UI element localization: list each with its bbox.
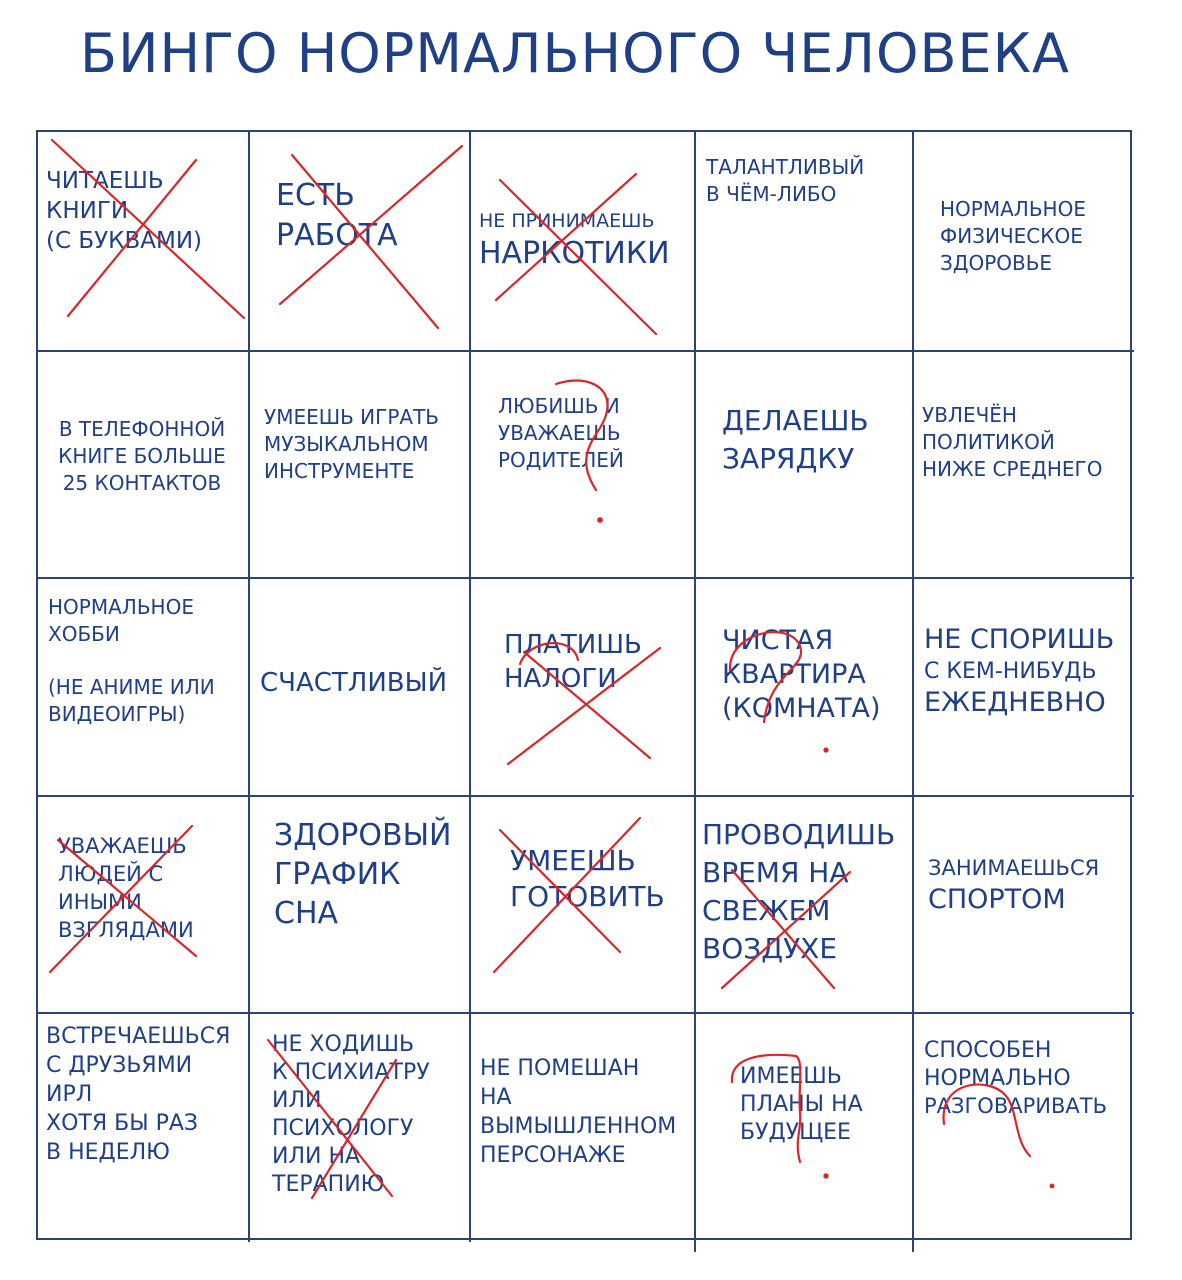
cell-text: НА <box>480 1085 512 1110</box>
cell-text: КНИГИ <box>46 198 129 224</box>
cell-text: ХОТЯ БЫ РАЗ <box>46 1111 199 1136</box>
cell-text: ПЛАТИШЬ <box>504 630 642 660</box>
cell-text: ИЛИ НА <box>272 1144 361 1169</box>
page-title: БИНГО НОРМАЛЬНОГО ЧЕЛОВЕКА <box>80 22 1070 85</box>
cell-text: ЛЮДЕЙ С <box>58 862 164 886</box>
cell-text: УВАЖАЕШЬ <box>498 421 621 445</box>
grid-line <box>469 130 471 1242</box>
cell-text: ГРАФИК <box>274 857 401 892</box>
cell-text: РАБОТА <box>276 218 398 253</box>
cell-text: ЧИТАЕШЬ <box>46 168 164 194</box>
cell-text: ЗДОРОВЫЙ <box>274 818 452 853</box>
grid-line <box>36 795 1134 797</box>
cell-text: СЧАСТЛИВЫЙ <box>260 668 448 698</box>
cell-text: НАЛОГИ <box>504 664 617 694</box>
cell-text: НАРКОТИКИ <box>479 236 670 271</box>
cell-text: НОРМАЛЬНОЕ <box>48 595 194 619</box>
cell-text: В ЧЁМ-ЛИБО <box>706 182 837 206</box>
cell-text: КНИГЕ БОЛЬШЕ <box>58 444 226 468</box>
cell-text: С ДРУЗЬЯМИ <box>46 1053 193 1078</box>
cell-text: ИМЕЕШЬ <box>740 1064 842 1089</box>
grid-line <box>248 130 250 1242</box>
cell-text: ЗДОРОВЬЕ <box>940 251 1053 275</box>
cell-text: ВИДЕОИГРЫ) <box>48 702 186 726</box>
cell-text: (КОМНАТА) <box>722 693 881 724</box>
cell-text: ВЫМЫШЛЕННОМ <box>480 1114 677 1139</box>
cell-text: ПРОВОДИШЬ <box>702 818 896 851</box>
cell-text: В НЕДЕЛЮ <box>46 1140 170 1165</box>
cell-text: МУЗЫКАЛЬНОМ <box>264 432 429 456</box>
cell-text: ИНСТРУМЕНТЕ <box>264 459 415 483</box>
cell-text: РАЗГОВАРИВАТЬ <box>924 1094 1107 1118</box>
cell-text: 25 КОНТАКТОВ <box>62 471 222 495</box>
cell-text: УМЕЕШЬ <box>510 844 636 877</box>
cell-text: (НЕ АНИМЕ ИЛИ <box>48 675 215 699</box>
cell-text: НЕ ПОМЕШАН <box>480 1056 640 1081</box>
cell-text: НИЖЕ СРЕДНЕГО <box>922 457 1103 481</box>
grid-line <box>36 1012 1134 1014</box>
cell-text: ПСИХОЛОГУ <box>272 1116 414 1141</box>
cell-text: ЧИСТАЯ <box>722 625 834 656</box>
cell-text: ВОЗДУХЕ <box>702 932 838 965</box>
cell-text: БУДУЩЕЕ <box>740 1120 851 1145</box>
cell-text: ВЗГЛЯДАМИ <box>58 918 194 942</box>
cell-text: ХОББИ <box>48 622 120 646</box>
cell-text: ИНЫМИ <box>58 890 142 914</box>
cell-text: СПОРТОМ <box>928 884 1066 915</box>
cell-text: НОРМАЛЬНОЕ <box>940 197 1086 221</box>
cell-text: НЕ СПОРИШЬ <box>924 624 1115 655</box>
cell-text: НЕ ХОДИШЬ <box>272 1032 415 1057</box>
cell-text: В ТЕЛЕФОННОЙ <box>58 417 226 441</box>
cell-text: С КЕМ-НИБУДЬ <box>924 659 1097 684</box>
cell-text: УВАЖАЕШЬ <box>58 834 187 858</box>
cell-text: К ПСИХИАТРУ <box>272 1060 430 1085</box>
cell-text: ПЕРСОНАЖЕ <box>480 1143 626 1168</box>
cell-text: ЗАРЯДКУ <box>722 442 855 475</box>
cell-text: НЕ ПРИНИМАЕШЬ <box>479 210 655 232</box>
cell-text: ТЕРАПИЮ <box>272 1172 385 1197</box>
cell-text: (С БУКВАМИ) <box>46 228 203 254</box>
cell-text: ЗАНИМАЕШЬСЯ <box>928 856 1100 880</box>
cell-text: ГОТОВИТЬ <box>510 880 665 913</box>
cell-text: ВСТРЕЧАЕШЬСЯ <box>46 1024 231 1049</box>
cell-text: ИЛИ <box>272 1088 322 1113</box>
cell-text: СНА <box>274 896 339 931</box>
cell-text: ТАЛАНТЛИВЫЙ <box>706 155 865 179</box>
cell-text: КВАРТИРА <box>722 659 866 690</box>
cell-text: ЛЮБИШЬ И <box>498 394 620 418</box>
grid-line <box>36 577 1134 579</box>
cell-text: ПЛАНЫ НА <box>740 1092 863 1117</box>
grid-line <box>36 350 1134 352</box>
cell-text: УМЕЕШЬ ИГРАТЬ <box>264 405 440 429</box>
cell-text: ДЕЛАЕШЬ <box>722 404 869 437</box>
cell-text: ИРЛ <box>46 1082 93 1107</box>
cell-text: ВРЕМЯ НА <box>702 856 849 889</box>
cell-text: УВЛЕЧЁН <box>922 403 1017 427</box>
cell-text: СПОСОБЕН <box>924 1038 1052 1063</box>
cell-text: СВЕЖЕМ <box>702 894 831 927</box>
cell-text: ЕСТЬ <box>276 178 355 213</box>
cell-text: ПОЛИТИКОЙ <box>922 430 1055 454</box>
cell-text: ЕЖЕДНЕВНО <box>924 687 1106 718</box>
cell-text: ФИЗИЧЕСКОЕ <box>940 224 1083 248</box>
cell-text: РОДИТЕЛЕЙ <box>498 448 624 472</box>
grid-line <box>912 130 914 1252</box>
cell-text: НОРМАЛЬНО <box>924 1066 1071 1091</box>
grid-line <box>694 130 696 1252</box>
